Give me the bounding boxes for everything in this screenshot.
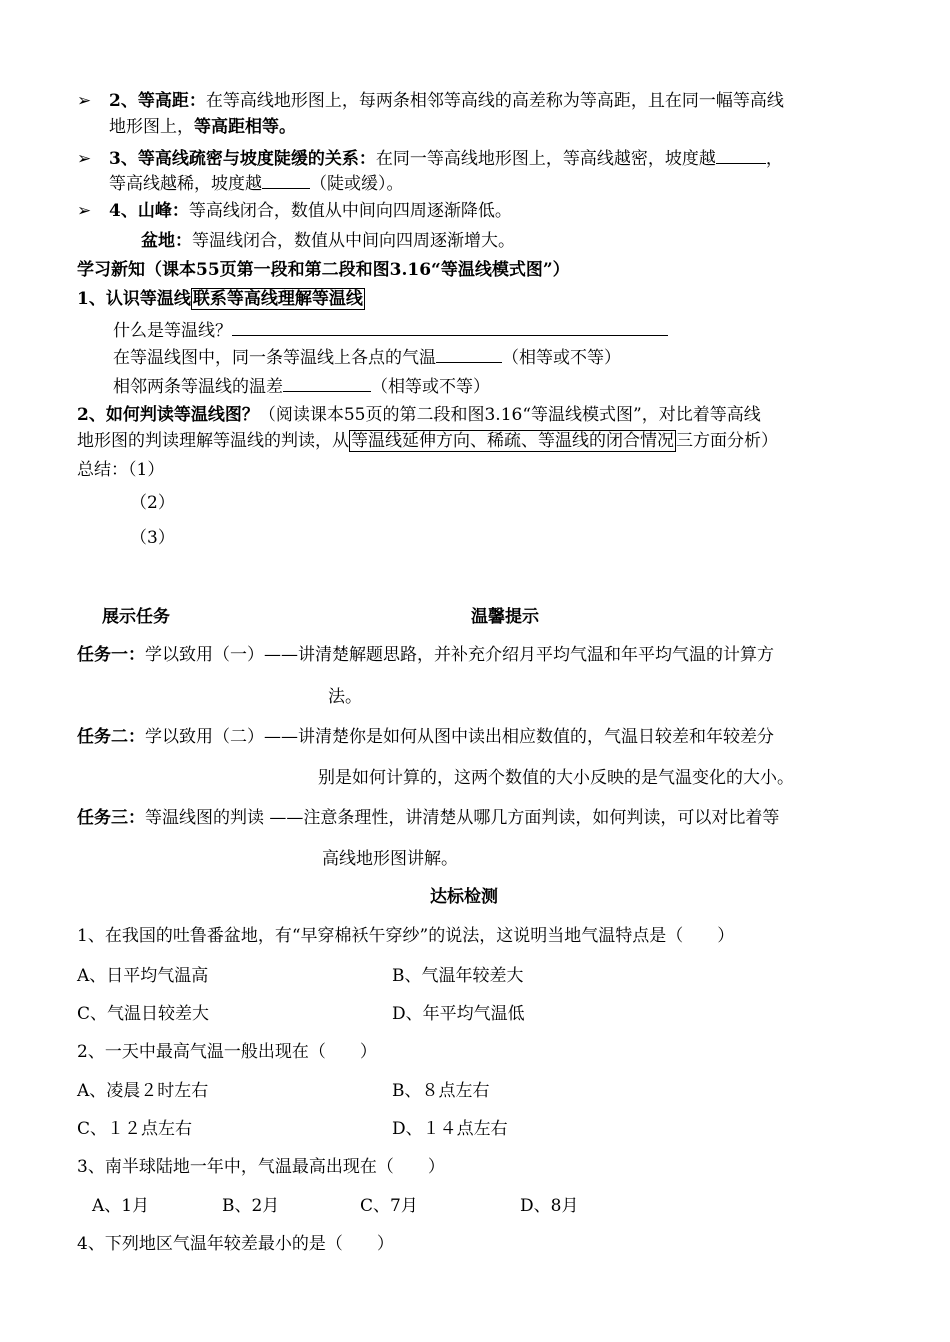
option-1c[interactable]: C、气温日较差大 (77, 1004, 210, 1024)
item-title: 3、等高线疏密与坡度陡缓的关系： (109, 149, 376, 169)
option-3b[interactable]: B、2月 (222, 1196, 280, 1216)
task-3-cont: 高线地形图讲解。 (322, 849, 458, 869)
answer-blank[interactable] (436, 345, 502, 363)
summary-3: （3） (130, 528, 175, 548)
tips-col-heading: 温馨提示 (471, 607, 539, 627)
bullet-arrow-icon: ➢ (77, 91, 92, 111)
fill-blank[interactable] (716, 146, 766, 164)
fill-blank[interactable] (262, 171, 310, 189)
summary-label: 总结：（1） (77, 460, 165, 480)
review-item-3-cont: 等高线越稀，坡度越 （陡或缓）。 (109, 171, 404, 195)
option-3c[interactable]: C、7月 (360, 1196, 418, 1216)
question-1: 什么是等温线？ (113, 318, 668, 342)
option-3a[interactable]: A、1月 (92, 1196, 150, 1216)
option-1d[interactable]: D、年平均气温低 (392, 1004, 525, 1024)
tasks-col-heading: 展示任务 (102, 607, 170, 627)
task-2: 任务二：学以致用（二）——讲清楚你是如何从图中读出相应数值的，气温日较差和年较差分 (77, 727, 774, 747)
bullet-arrow-icon: ➢ (77, 201, 92, 221)
review-item-2: ➢ 2、等高距：在等高线地形图上，每两条相邻等高线的高差称为等高距，且在同一幅等高线 (77, 91, 784, 111)
item-title: 2、等高距： (109, 91, 206, 111)
section-1-title: 1、认识等温线 联系等高线理解等温线 (77, 289, 363, 309)
section-2-title: 2、如何判读等温线图？（阅读课本55页的第二段和图3.16“等温线模式图”，对比着等高线 (77, 405, 761, 425)
section-2-cont: 地形图的判读理解等温线的判读，从 等温线延伸方向、稀疏、等温线的闭合情况 三方面分析） (77, 431, 778, 451)
boxed-note: 联系等高线理解等温线 (192, 289, 363, 309)
option-2b[interactable]: B、８点左右 (392, 1081, 490, 1101)
review-item-4: ➢ 4、山峰：等高线闭合，数值从中间向四周逐渐降低。 (77, 201, 512, 221)
option-1b[interactable]: B、气温年较差大 (392, 966, 524, 986)
question-2: 在等温线图中，同一条等温线上各点的气温 （相等或不等） (113, 345, 621, 369)
answer-blank[interactable] (283, 374, 371, 392)
question-stem-4: 4、下列地区气温年较差最小的是（ ） (77, 1234, 394, 1254)
option-1a[interactable]: A、日平均气温高 (77, 966, 209, 986)
option-2c[interactable]: C、１２点左右 (77, 1119, 193, 1139)
review-item-3: ➢ 3、等高线疏密与坡度陡缓的关系：在同一等高线地形图上，等高线越密，坡度越 ， (77, 146, 783, 170)
question-stem-1: 1、在我国的吐鲁番盆地，有“早穿棉袄午穿纱”的说法，这说明当地气温特点是（ ） (77, 926, 735, 946)
task-1-cont: 法。 (328, 687, 362, 707)
option-2d[interactable]: D、１４点左右 (392, 1119, 508, 1139)
summary-2: （2） (130, 493, 175, 513)
boxed-note: 等温线延伸方向、稀疏、等温线的闭合情况 (351, 431, 674, 451)
task-2-cont: 别是如何计算的，这两个数值的大小反映的是气温变化的大小。 (318, 768, 794, 788)
question-stem-3: 3、南半球陆地一年中，气温最高出现在（ ） (77, 1157, 445, 1177)
review-item-4-basin: 盆地：等温线闭合，数值从中间向四周逐渐增大。 (141, 231, 515, 251)
bullet-arrow-icon: ➢ (77, 149, 92, 169)
question-stem-2: 2、一天中最高气温一般出现在（ ） (77, 1042, 377, 1062)
option-3d[interactable]: D、8月 (520, 1196, 579, 1216)
answer-blank[interactable] (232, 318, 668, 336)
question-3: 相邻两条等温线的温差 （相等或不等） (113, 374, 490, 398)
new-knowledge-heading: 学习新知（课本55页第一段和第二段和图3.16“等温线模式图”） (77, 260, 570, 280)
test-heading: 达标检测 (430, 887, 498, 907)
item-title: 4、山峰： (109, 201, 189, 221)
task-3: 任务三：等温线图的判读 ——注意条理性，讲清楚从哪几方面判读，如何判读，可以对比着等 (77, 808, 780, 828)
review-item-2-cont: 地形图上，等高距相等。 (109, 117, 296, 137)
option-2a[interactable]: A、凌晨２时左右 (77, 1081, 209, 1101)
task-1: 任务一：学以致用（一）——讲清楚解题思路，并补充介绍月平均气温和年平均气温的计算方 (77, 645, 774, 665)
